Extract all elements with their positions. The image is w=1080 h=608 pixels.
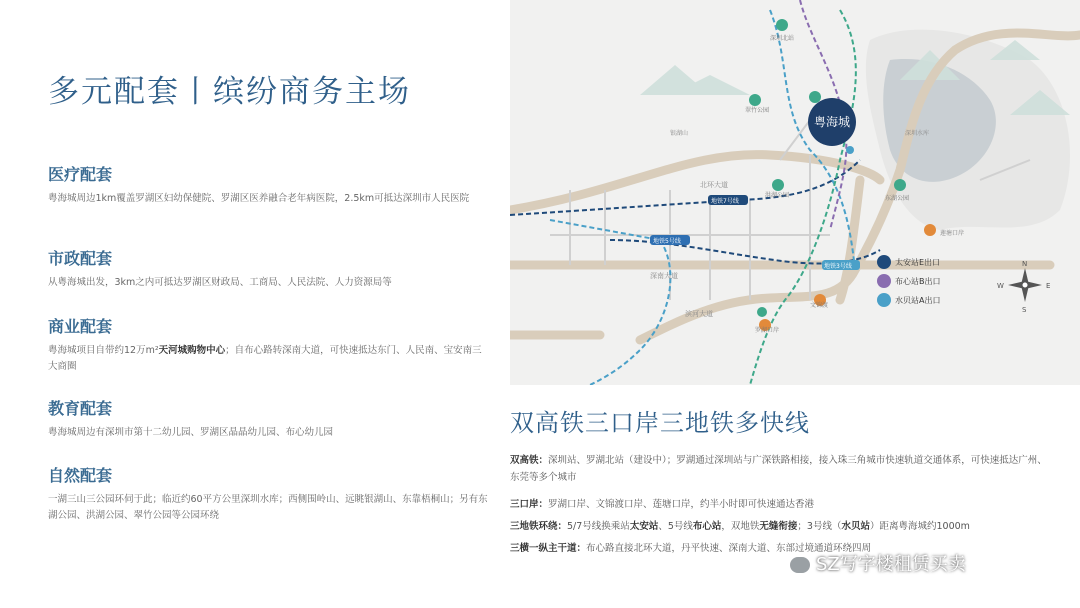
text-bold: 天河城购物中心 xyxy=(158,345,226,356)
info-key: 三口岸： xyxy=(510,499,549,510)
road-label: 滨河大道 xyxy=(685,310,713,318)
info-bold: 太安站 xyxy=(629,521,659,532)
section-heading: 自然配套 xyxy=(48,466,113,485)
location-map xyxy=(510,0,1080,385)
info-key: 双高铁： xyxy=(510,455,549,466)
section-municipal xyxy=(48,246,488,291)
compass-w: W xyxy=(997,282,1004,290)
road-label: 北环大道 xyxy=(700,181,728,189)
section-medical xyxy=(48,162,488,207)
legend-marker xyxy=(877,293,891,307)
info-metro xyxy=(510,518,1050,535)
section-nature xyxy=(48,463,488,524)
place-label: 东湖公园 xyxy=(885,195,910,202)
road-label: 深南大道 xyxy=(650,272,678,280)
info-text: ，双地铁 xyxy=(721,521,760,532)
left-panel xyxy=(0,0,510,608)
section-heading: 商业配套 xyxy=(48,317,113,336)
watermark xyxy=(790,550,966,576)
info-rail xyxy=(510,452,1050,486)
place-label: 深圳水库 xyxy=(905,130,930,137)
place-label: 莲塘口岸 xyxy=(940,230,965,237)
legend-marker xyxy=(877,274,891,288)
place-label: 文锦渡 xyxy=(810,302,829,309)
transport-title: 双高铁三口岸三地铁多快线 xyxy=(510,409,810,437)
map-legend xyxy=(877,255,941,307)
place-label: 深圳北站 xyxy=(770,35,795,42)
compass-s: S xyxy=(1022,306,1027,314)
section-heading: 教育配套 xyxy=(48,399,113,418)
info-text: 布心路直接北环大道，丹平快速、深南大道、东部过境通道环绕四周 xyxy=(586,543,872,554)
info-text: ）距离粤海城约1000m xyxy=(869,521,970,532)
info-bold: 无缝衔接 xyxy=(759,521,798,532)
place-label: 洪湖公园 xyxy=(765,192,790,199)
place-label: 翠竹公园 xyxy=(745,107,770,114)
section-heading: 市政配套 xyxy=(48,249,113,268)
legend-marker xyxy=(877,255,891,269)
info-roads xyxy=(510,540,1050,557)
info-text: ；3号线（ xyxy=(797,521,842,532)
info-ports xyxy=(510,496,1050,513)
metro-label: 地铁3号线 xyxy=(824,263,852,270)
section-text: 粤海城周边1km覆盖罗湖区妇幼保健院、罗湖区医养融合老年病医院，2.5km可抵达深圳市人民医院 xyxy=(48,193,470,204)
section-commerce xyxy=(48,314,488,375)
info-text: 、5号线 xyxy=(658,521,693,532)
info-bold: 布心站 xyxy=(692,521,722,532)
wechat-icon xyxy=(790,557,810,573)
place-label: 罗湖口岸 xyxy=(755,327,780,334)
text-part: ；自布心路转深南大道，可快速抵达东门、人民南、宝安南三大商圈 xyxy=(48,345,482,372)
place-label: 银湖山 xyxy=(670,130,689,137)
info-text: 深圳站、罗湖北站（建设中）；罗湖通过深圳站与广深铁路相接，接入珠三角城市快速轨道交通体系，可快速抵达广州、东莞等多个城市 xyxy=(510,455,1047,483)
metro-label: 地铁5号线 xyxy=(653,238,681,245)
section-text xyxy=(48,343,488,375)
compass-e: E xyxy=(1046,282,1051,290)
section-text: 从粤海城出发，3km之内可抵达罗湖区财政局、工商局、人民法院、人力资源局等 xyxy=(48,277,392,288)
legend-label: 太安站E出口 xyxy=(895,258,941,267)
section-text: 粤海城周边有深圳市第十二幼儿园、罗湖区晶晶幼儿园、布心幼儿园 xyxy=(48,427,334,438)
info-text: 5/7号线换乘站 xyxy=(567,521,630,532)
page-title: 多元配套丨缤纷商务主场 xyxy=(48,74,411,110)
metro-label: 地铁7号线 xyxy=(711,198,739,205)
compass-n: N xyxy=(1022,260,1028,268)
info-key: 三地铁环绕： xyxy=(510,521,568,532)
text-part: 粤海城项目自带约12万m² xyxy=(48,345,159,356)
section-heading: 医疗配套 xyxy=(48,165,113,184)
info-text: 罗湖口岸、文锦渡口岸、莲塘口岸，约半小时即可快速通达香港 xyxy=(548,499,815,510)
legend-label: 水贝站A出口 xyxy=(895,296,941,305)
map-graphic xyxy=(510,0,1080,385)
info-key: 三横一纵主干道： xyxy=(510,543,587,554)
project-logo-text: 粤海城 xyxy=(813,115,851,129)
section-text: 一湖三山三公园环伺于此；临近约60平方公里深圳水库；西侧围岭山、远眺银湖山、东靠梧桐山；另有东湖公园、洪湖公园、翠竹公园等公园环绕 xyxy=(48,494,488,521)
legend-label: 布心站B出口 xyxy=(895,277,941,286)
info-bold: 水贝站 xyxy=(841,521,870,532)
watermark-text: SZ写字楼租赁买卖 xyxy=(816,554,966,575)
section-education xyxy=(48,396,488,441)
